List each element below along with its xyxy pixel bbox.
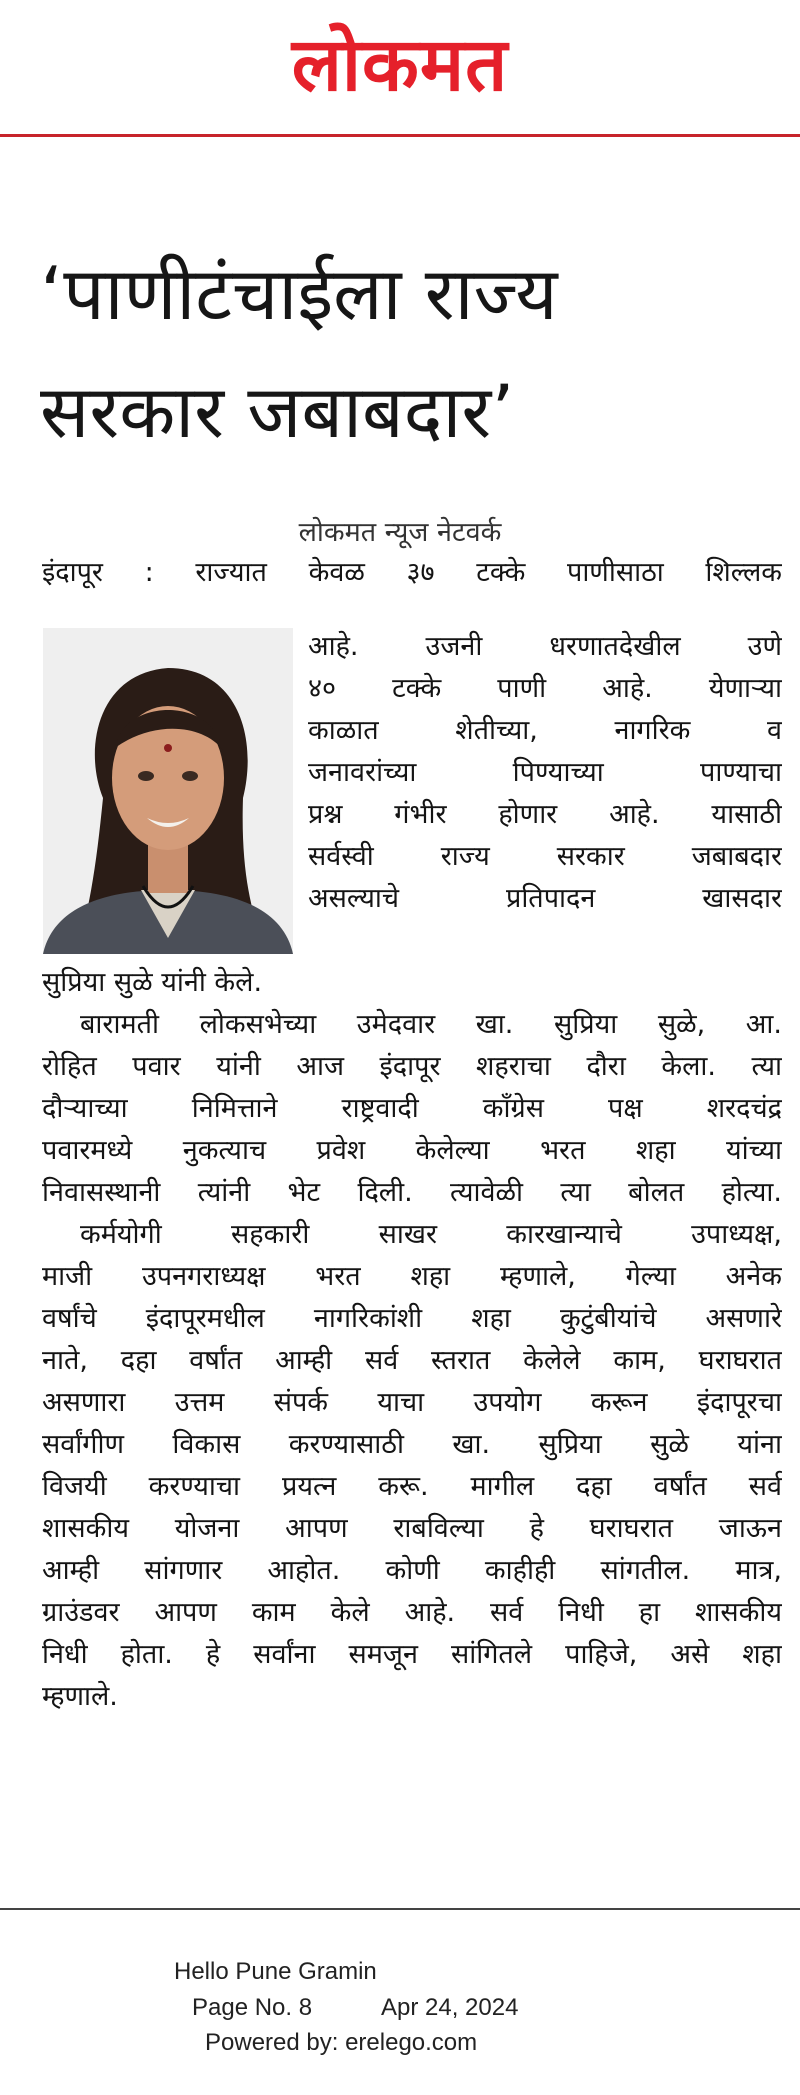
article-line-5: जनावरांच्या पिण्याच्या पाण्याचा — [308, 757, 782, 788]
article-line-20: सर्वांगीण विकास करण्यासाठी खा. सुप्रिया सुळे यांना — [42, 1429, 782, 1460]
article-line-4: काळात शेतीच्या, नागरिक व — [308, 715, 782, 746]
footer-powered-by: Powered by: erelego.com — [205, 2029, 478, 2056]
article-line-12: दौऱ्याच्या निमित्ताने राष्ट्रवादी काँग्रेस पक्ष शरदचंद्र — [42, 1093, 782, 1124]
article-line-15: कर्मयोगी सहकारी साखर कारखान्याचे उपाध्यक्ष, — [80, 1219, 782, 1250]
footer-date: Apr 24, 2024 — [381, 1994, 519, 2021]
footer-rule — [0, 1908, 800, 1910]
article-line-3: ४० टक्के पाणी आहे. येणाऱ्या — [308, 673, 782, 704]
footer-source: Hello Pune Gramin — [174, 1958, 377, 1985]
article-line-7: सर्वस्वी राज्य सरकार जबाबदार — [308, 841, 782, 872]
headline — [40, 236, 780, 472]
article-line-10: बारामती लोकसभेच्या उमेदवार खा. सुप्रिया सुळे, आ. — [80, 1009, 782, 1040]
portrait-photo — [43, 628, 293, 954]
article-line-18: नाते, दहा वर्षांत आम्ही सर्व स्तरात केलेले काम, घराघरात — [42, 1345, 782, 1376]
article-line-2: आहे. उजनी धरणातदेखील उणे — [308, 631, 782, 662]
article-line-17: वर्षांचे इंदापूरमधील नागरिकांशी शहा कुटुंबीयांचे असणारे — [42, 1303, 782, 1334]
masthead-rule — [0, 134, 800, 137]
article-line-24: ग्राउंडवर आपण काम केले आहे. सर्व निधी हा शासकीय — [42, 1597, 782, 1628]
article-line-25: निधी होता. हे सर्वांना समजून सांगितले पाहिजे, असे शहा — [42, 1639, 782, 1670]
article-line-19: असणारा उत्तम संपर्क याचा उपयोग करून इंदापूरचा — [42, 1387, 782, 1418]
article-line-16: माजी उपनगराध्यक्ष भरत शहा म्हणाले, गेल्या अनेक — [42, 1261, 782, 1292]
newspaper-logo: लोकमत — [291, 22, 509, 108]
byline: लोकमत न्यूज नेटवर्क — [298, 517, 502, 548]
article-line-26: म्हणाले. — [42, 1681, 118, 1712]
article-line-8: असल्याचे प्रतिपादन खासदार — [308, 883, 782, 914]
article-line-11: रोहित पवार यांनी आज इंदापूर शहराचा दौरा केला. त्या — [42, 1051, 782, 1082]
portrait-illustration — [43, 628, 293, 954]
article-line-22: शासकीय योजना आपण राबविल्या हे घराघरात जाऊन — [42, 1513, 782, 1544]
article-line-1: इंदापूर : राज्यात केवळ ३७ टक्के पाणीसाठा शिल्लक — [42, 557, 782, 588]
article-line-13: पवारमध्ये नुकत्याच प्रवेश केलेल्या भरत शहा यांच्या — [42, 1135, 782, 1166]
article-line-23: आम्ही सांगणार आहोत. कोणी काहीही सांगतील. मात्र, — [42, 1555, 782, 1586]
article-line-21: विजयी करण्याचा प्रयत्न करू. मागील दहा वर्षांत सर्व — [42, 1471, 782, 1502]
headline-line-2: सरकार जबाबदार’ — [40, 370, 515, 455]
page-footer — [0, 1908, 800, 2095]
article-line-6: प्रश्न गंभीर होणार आहे. यासाठी — [308, 799, 782, 830]
headline-line-1: ‘पाणीटंचाईला राज्य — [40, 252, 558, 337]
article-line-14: निवासस्थानी त्यांनी भेट दिली. त्यावेळी त्या बोलत होत्या. — [42, 1177, 782, 1208]
article-line-9: सुप्रिया सुळे यांनी केले. — [42, 967, 263, 998]
footer-page-number: Page No. 8 — [192, 1994, 313, 2021]
masthead — [0, 0, 800, 140]
